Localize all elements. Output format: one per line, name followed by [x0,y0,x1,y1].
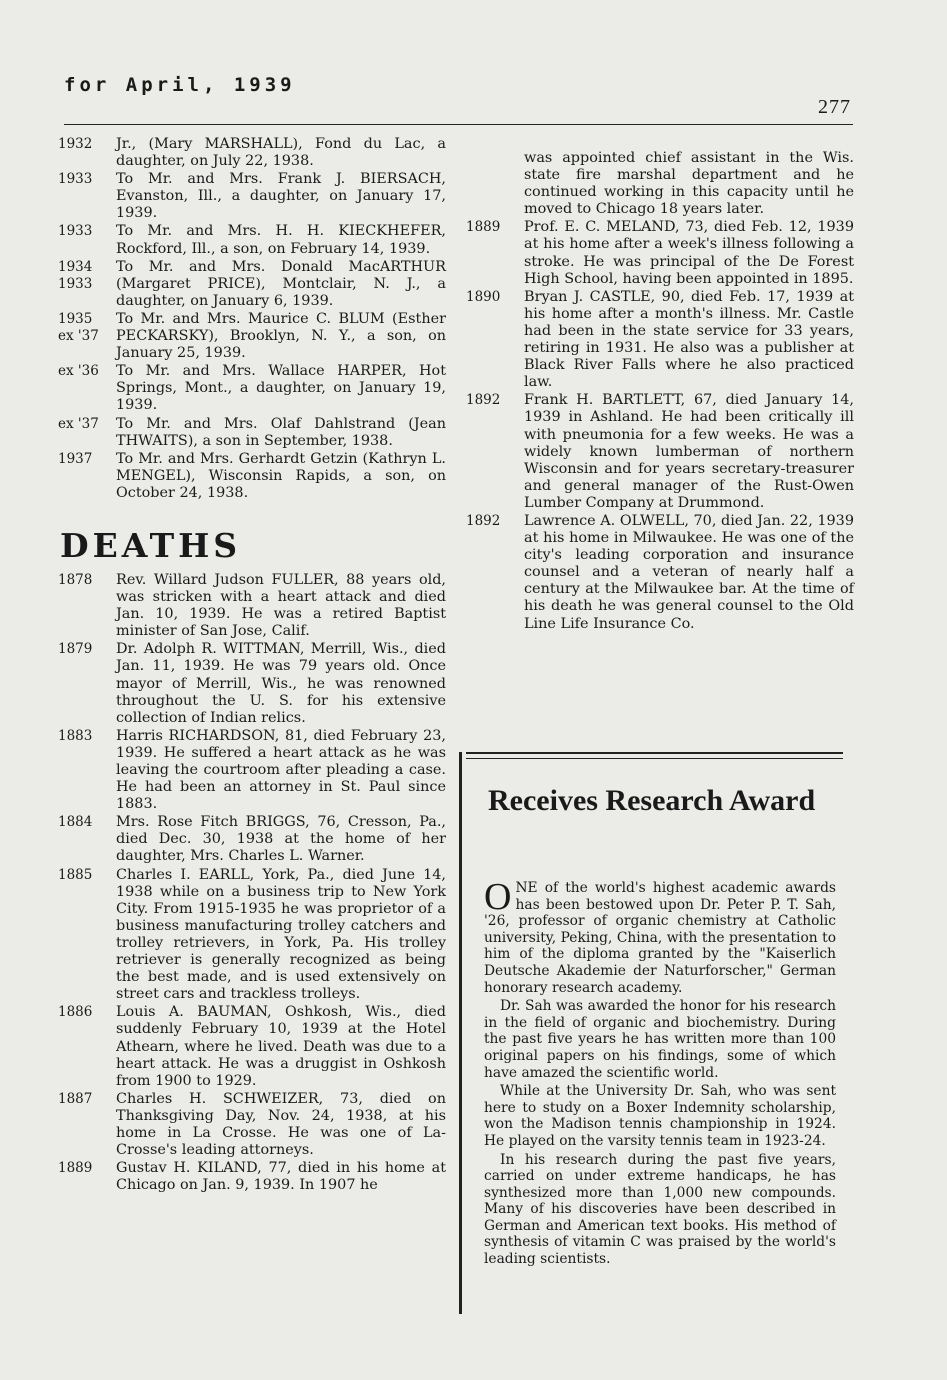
class-year: 1934 [58,258,93,275]
class-year: 1889 [466,219,501,236]
birth-text: To Mr. and Mrs. Olaf Dahlstrand (Jean THWAITS), a son in September, 1938. [116,415,446,449]
class-year-second: 1933 [58,275,93,292]
award-headline: Receives Research Award [488,784,816,817]
research-award-box [459,752,846,1314]
obituary-text: Louis A. BAUMAN, Oshkosh, Wis., died suddenly February 10, 1939 at the Hotel Athearn, where he lived. Death was due to a heart attack. He was a druggist in Oshkosh from 1900 to 1929. [116,1004,446,1089]
death-entry [58,572,446,640]
death-entry [58,728,446,813]
obituary-text: Rev. Willard Judson FULLER, 88 years old, was stricken with a heart attack and died Jan. 10, 1939. He was a retired Baptist minister of San Jose, Calif. [116,571,446,640]
class-year: 1886 [58,1004,93,1021]
birth-text: To Mr. and Mrs. H. H. KIECKHEFER, Rockford, Ill., a son, on February 14, 1939. [116,223,446,257]
birth-text: To Mr. and Mrs. Frank J. BIERSACH, Evanston, Ill., a daughter, on January 17, 1939. [116,171,446,222]
obituary-text: Gustav H. KILAND, 77, died in his home at Chicago on Jan. 9, 1939. In 1907 he [116,1160,446,1194]
class-year: 1885 [58,866,93,883]
class-year: 1933 [58,223,93,240]
class-year: 1884 [58,814,93,831]
page-number: 277 [818,96,851,118]
right-column [466,150,854,634]
obituary-continued-text: was appointed chief assistant in the Wis. state fire marshal department and he continued working in this capacity until he moved to Chicago 18 years later. [524,150,854,218]
birth-entry [58,416,446,450]
class-year: 1933 [58,171,93,188]
award-paragraph [484,876,836,996]
death-entry [466,219,854,287]
birth-text: To Mr. and Mrs. Maurice C. BLUM (Esther PECKARSKY), Brooklyn, N. Y., a son, on January 25, 1939. [116,310,446,362]
obituary-text: Mrs. Rose Fitch BRIGGS, 76, Cresson, Pa., died Dec. 30, 1938 at the home of her daughter, Mrs. Charles L. Warner. [116,814,446,865]
birth-entry [58,223,446,257]
birth-entry [58,363,446,414]
class-year: 1892 [466,392,501,409]
birth-entry [58,451,446,502]
class-year: ex '37 [58,415,99,432]
death-entry [58,641,446,726]
drop-cap: O [484,876,512,918]
obituary-text: Prof. E. C. MELAND, 73, died Feb. 12, 1939 at his home after a week's illness following a stroke. He was principal of the De Forest High School, having been appointed in 1895. [524,219,854,287]
left-column [58,136,446,1195]
award-paragraph: In his research during the past five years, carried on under extreme handicaps, he has synthesized more than 1,000 new compounds. Many of his discoveries have been described in German and American text books. His method of synthesis of vitamin C was praised by the world's leading scientists. [484,1151,836,1268]
class-year-second: ex '37 [58,327,99,344]
birth-entry [58,259,446,310]
birth-entry [58,311,446,362]
death-entry [466,289,854,392]
death-entry [58,867,446,1004]
award-paragraph: Dr. Sah was awarded the honor for his research in the field of organic and biochemistry. During the past five years he has written more than 100 original papers on his findings, some of which have amazed the scientific world. [484,998,836,1081]
births-list [58,136,446,502]
class-year: 1892 [466,512,501,529]
running-head: for April, 1939 [64,74,296,96]
class-year: 1887 [58,1090,93,1107]
obituary-text: Charles H. SCHWEIZER, 73, died on Thanksgiving Day, Nov. 24, 1938, at his home in La Crosse. He was one of La-Crosse's leading attorneys. [116,1090,446,1159]
death-entry [466,392,854,512]
class-year: 1889 [58,1160,93,1177]
obituary-text: Bryan J. CASTLE, 90, died Feb. 17, 1939 at his home after a month's illness. Mr. Castle had been in the state service for 33 years, retiring in 1931. He also was a publisher at Black River Falls where he also practiced law. [524,288,854,391]
class-year: 1883 [58,727,93,744]
death-entry [58,1160,446,1194]
obituary-text: Lawrence A. OLWELL, 70, died Jan. 22, 1939 at his home in Milwaukee. He was one of the city's leading corporation and insurance counsel and a veteran of nearly half a century at the Milwaukee bar. At the time of his death he was general counsel to the Old Line Life Insurance Co. [524,512,854,632]
birth-text: To Mr. and Mrs. Donald MacARTHUR (Margaret PRICE), Montclair, N. J., a daughter, on January 6, 1939. [116,258,446,309]
box-top-rules [466,752,843,759]
obituary-text: Frank H. BARTLETT, 67, died January 14, 1939 in Ashland. He had been critically ill with pneumonia for a few weeks. He was a widely known lumberman of northern Wisconsin and for years secretary-treasurer and general manager of the Rust-Owen Lumber Company at Drummond. [524,392,854,511]
class-year: 1935 [58,310,93,327]
obituary-text: Harris RICHARDSON, 81, died February 23, 1939. He suffered a heart attack as he was leaving the courtroom after pleading a case. He had been an attorney in St. Paul since 1883. [116,727,446,813]
deaths-heading: DEATHS [60,525,242,565]
birth-text: Jr., (Mary MARSHALL), Fond du Lac, a daughter, on July 22, 1938. [116,136,446,170]
class-year: 1937 [58,450,93,467]
birth-entry [58,136,446,170]
birth-entry [58,171,446,222]
award-paragraph: While at the University Dr. Sah, who was sent here to study on a Boxer Indemnity scholarship, won the Madison tennis championship in 1924. He played on the varsity tennis team in 1923-24. [484,1083,836,1149]
death-entry [466,513,854,633]
obituary-text: Dr. Adolph R. WITTMAN, Merrill, Wis., died Jan. 11, 1939. He was 79 years old. Once mayor of Merrill, Wis., he was renowned throughout the U. S. for his extensive collection of Indian relics. [116,641,446,726]
class-year: 1879 [58,641,93,658]
death-entry [58,1091,446,1159]
obituary-text: Charles I. EARLL, York, Pa., died June 14, 1938 while on a business trip to New York City. From 1915-1935 he was proprietor of a business manufacturing trolley catchers and trolley retrievers, in York, Pa. His trolley retriever is generally recognized as being the best made, and is used extensively on street cars and trackless trolleys. [116,866,446,1003]
deaths-list-left [58,572,446,1194]
birth-text: To Mr. and Mrs. Gerhardt Getzin (Kathryn L. MENGEL), Wisconsin Rapids, a son, on October 24, 1938. [116,450,446,501]
class-year: 1890 [466,288,501,305]
class-year: 1878 [58,571,93,588]
death-entry [58,814,446,865]
award-paragraph-text: NE of the world's highest academic awards has been bestowed upon Dr. Peter P. T. Sah, '26, professor of organic chemistry at Catholic university, Peking, China, with the presentation to him of the diploma granted by the "Kaiserlich Deutsche Akademie der Naturforscher," German honorary research academy. [484,880,836,996]
header-rule [64,124,853,125]
class-year: 1932 [58,136,93,152]
award-article-body [484,876,836,1270]
birth-text: To Mr. and Mrs. Wallace HARPER, Hot Springs, Mont., a daughter, on January 19, 1939. [116,363,446,414]
death-entry [58,1004,446,1089]
class-year: ex '36 [58,363,99,380]
